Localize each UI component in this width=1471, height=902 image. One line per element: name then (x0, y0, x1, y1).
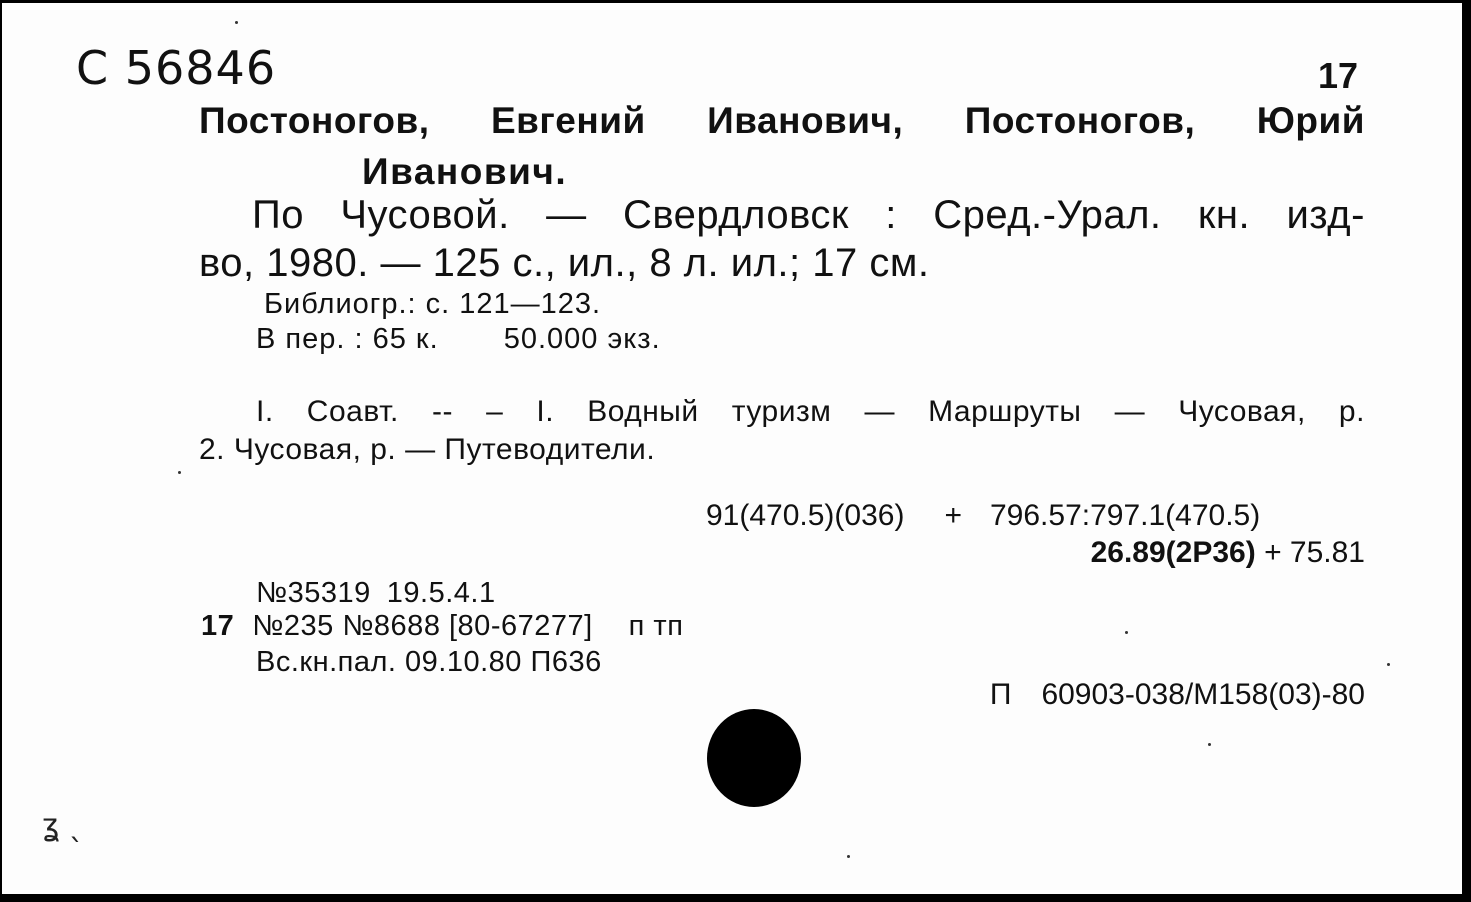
subject-token: I. (256, 395, 274, 428)
bbk-line (1091, 536, 1365, 570)
accession-code: 19.5.4.1 (386, 577, 496, 609)
accession-line-2 (201, 610, 683, 643)
subject-token: Маршруты (928, 395, 1082, 428)
subject-token: р. (1338, 395, 1365, 428)
author-word: Иванович, (707, 100, 904, 141)
author-word: Юрий (1256, 100, 1365, 141)
title-word: Сред.-Урал. (933, 193, 1162, 237)
title-word: Свердловск (622, 193, 849, 237)
title-word: По (252, 193, 304, 237)
bbk-extra: + 75.81 (1264, 536, 1365, 569)
subject-token: Водный (587, 395, 699, 428)
title-line-2: во, 1980. — 125 с., ил., 8 л. ил.; 17 см. (199, 241, 930, 285)
udc-line (706, 499, 1260, 533)
speck (1125, 631, 1128, 634)
author-word: Постоногов, (199, 100, 430, 141)
punch-hole (707, 709, 801, 807)
subject-token: Чусовая, (1178, 395, 1306, 428)
binding-price: В пер. : 65 к. (256, 323, 439, 355)
accession-card-no: 17 (201, 610, 235, 642)
subject-token: I. (536, 395, 555, 428)
price-line (256, 323, 661, 356)
author-word: Постоногов, (964, 100, 1196, 141)
speck (1208, 743, 1211, 746)
catalog-card (2, 3, 1462, 894)
title-word: кн. (1197, 193, 1251, 237)
title-word: изд- (1286, 193, 1365, 237)
speck (847, 855, 850, 858)
accession-number: №35319 (256, 577, 371, 609)
subject-token: — (864, 395, 895, 428)
speck (1387, 663, 1390, 666)
subjects-line-2: 2. Чусовая, р. — Путеводители. (199, 433, 656, 466)
title-word: — (546, 193, 587, 237)
subjects-line-1 (256, 395, 1365, 429)
call-number (76, 41, 276, 95)
call-number-value: 56846 (124, 41, 277, 95)
authors-line-2: Иванович. (362, 151, 568, 192)
subject-token: -- (431, 395, 453, 428)
title-line-1 (252, 193, 1365, 238)
publisher-code-value: 60903-038/М158(03)-80 (1041, 678, 1365, 711)
print-run: 50.000 экз. (503, 323, 661, 355)
speck (235, 21, 238, 24)
author-word: Евгений (490, 100, 646, 141)
call-number-prefix: С (76, 41, 110, 95)
publisher-code-label: П (989, 678, 1012, 711)
bbk-main: 26.89(2Р36) (1090, 536, 1256, 569)
accession-tp: п тп (628, 610, 684, 642)
accession-line-1 (256, 577, 496, 610)
title-word: : (885, 193, 897, 237)
title-word: Чусовой. (340, 193, 510, 237)
subject-token: — (1114, 395, 1146, 428)
pencil-mark: ʓ ˎ (42, 808, 84, 843)
subject-token: туризм (731, 395, 832, 428)
authors-line-1 (199, 100, 1365, 142)
udc-right: 796.57:797.1(470.5) (990, 499, 1261, 532)
subject-token: Соавт. (306, 395, 399, 428)
bibliography-note: Библиогр.: с. 121—123. (264, 288, 602, 320)
udc-left: 91(470.5)(036) (706, 499, 905, 532)
card-number: 17 (1317, 55, 1358, 96)
subject-token: – (486, 395, 504, 428)
speck (178, 471, 181, 474)
udc-plus: + (944, 499, 962, 532)
accession-refs: №235 №8688 [80-67277] (252, 610, 593, 642)
accession-line-3: Вс.кн.пал. 09.10.80 П636 (256, 646, 602, 678)
publisher-code (990, 678, 1365, 712)
